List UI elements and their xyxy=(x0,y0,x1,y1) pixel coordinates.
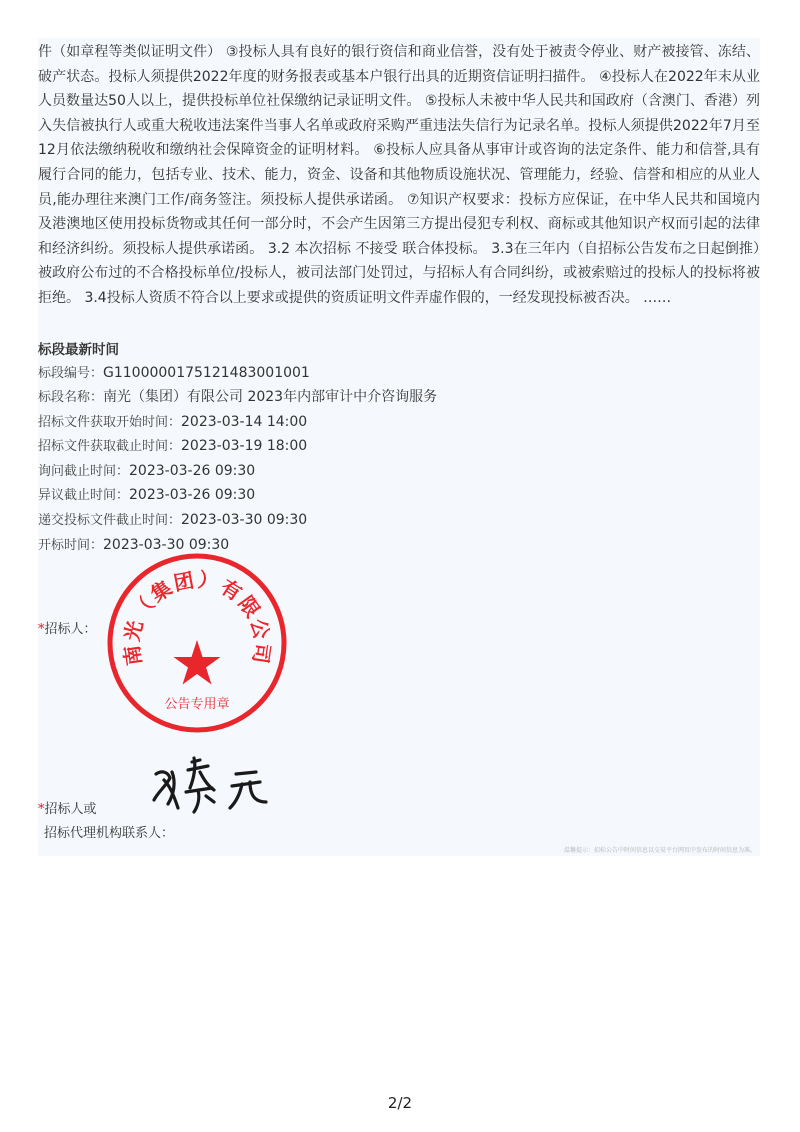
info-row-submission-deadline xyxy=(38,509,307,528)
info-label: 招标文件获取开始时间： xyxy=(38,415,182,430)
info-label: 异议截止时间： xyxy=(38,488,130,503)
info-value: 2023-03-30 09:30 xyxy=(103,537,230,553)
contact-label-line1-text: 招标人或 xyxy=(44,802,97,817)
info-value: 2023-03-14 14:00 xyxy=(181,414,308,430)
info-row-doc-start xyxy=(38,411,307,430)
info-label: 标段编号： xyxy=(38,366,104,381)
info-label: 开标时间： xyxy=(38,538,104,553)
info-value: 南光（集团）有限公司 2023年内部审计中介咨询服务 xyxy=(103,389,438,405)
info-label: 招标文件获取截止时间： xyxy=(38,439,182,454)
info-label: 标段名称： xyxy=(38,390,104,405)
info-value: 2023-03-26 09:30 xyxy=(129,463,256,479)
info-value: 2023-03-26 09:30 xyxy=(129,487,256,503)
footnote: 温馨提示：招标公告中时间信息以交易平台网页中发布的时间信息为准。 xyxy=(563,847,756,854)
contact-label-line1 xyxy=(38,798,97,817)
info-label: 询问截止时间： xyxy=(38,464,130,479)
seal-type-text: 公告专用章 xyxy=(164,697,230,712)
page-number: 2/2 xyxy=(387,1094,413,1112)
info-row-section-name xyxy=(38,386,437,406)
info-label: 递交投标文件截止时间： xyxy=(38,513,182,528)
tender-requirements-text: 件（如章程等类似证明文件） ③投标人具有良好的银行资信和商业信誉，没有处于被责令停业、财产被接管、冻结、破产状态。投标人须提供2022年度的财务报表或基本户银行出具的近期资信证明扫描件。 ④投标人在2022年末从业人员数量达50人以上，提供投标单位社保缴纳记录证明文件。 ⑤投标人未被中华人民共和国政府（含澳门、香港）列入失信被执行人或重大税收违法案件当事人名单或政府采购严重违法失信行为记录名单。投标人须提供2022年7月至12月依法缴纳税收和缴纳社会保障资金的证明材料。 ⑥投标人应具备从事审计或咨询的法定条件、能力和信誉,具有履行合同的能力，包括专业、技术、能力，资金、设备和其他物质设施状况、管理能力，经验、信誉和相应的从业人员,能办理往来澳门工作/商务签注。须投标人提供承诺函。 ⑦知识产权要求：投标方应保证，在中华人民共和国境内及港澳地区使用投标货物或其任何一部分时，不会产生因第三方提出侵犯专利权、商标或其他知识产权而引起的法律和经济纠纷。须投标人提供承诺函。 3.2 本次招标 不接受 联合体投标。 3.3在三年内（自招标公告发布之日起倒推）被政府公布过的不合格投标单位/投标人，被司法部门处罚过，与招标人有合同纠纷，或被索赔过的投标人的投标将被拒绝。 3.4投标人资质不符合以上要求或提供的资质证明文件弄虚作假的，一经发现投标被否决。 …… xyxy=(38,44,760,306)
tenderer-label-text: 招标人： xyxy=(44,622,97,637)
info-row-objection-deadline xyxy=(38,484,255,503)
handwritten-signature xyxy=(148,752,278,816)
info-value: 2023-03-30 09:30 xyxy=(181,512,308,528)
tenderer-label xyxy=(38,618,97,637)
official-seal xyxy=(102,548,292,738)
contact-label-line2: 招标代理机构联系人： xyxy=(44,826,175,841)
section-title: 标段最新时间 xyxy=(38,342,119,358)
info-row-inquiry-deadline xyxy=(38,460,255,479)
seal-org-text: 南光（集团）有限公司 xyxy=(119,567,275,667)
star-icon xyxy=(174,640,221,685)
required-mark: * xyxy=(38,622,45,637)
info-row-doc-end xyxy=(38,435,307,454)
info-value: 2023-03-19 18:00 xyxy=(181,438,308,454)
info-row-section-number xyxy=(38,362,310,381)
info-value: G1100000175121483001001 xyxy=(103,365,310,381)
required-mark: * xyxy=(38,802,45,817)
